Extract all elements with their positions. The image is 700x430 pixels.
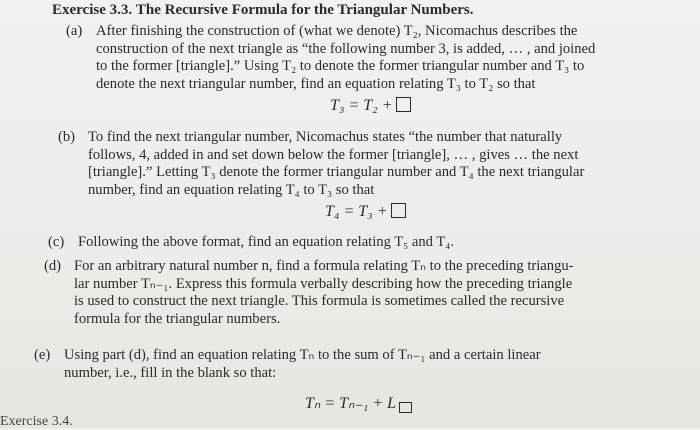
part-b-label: (b)	[58, 129, 76, 145]
part-e-equation	[305, 393, 412, 413]
part-d-line-3: is used to construct the next triangle. This formula is sometimes called the recursive	[74, 293, 565, 310]
part-a-line-3: to the former [triangle].” Using T₂ to denote the former triangular number and T₃ to	[96, 58, 585, 75]
part-a-equation-text: T₃ = T₂ +	[330, 97, 393, 114]
part-e-label: (e)	[34, 347, 51, 363]
answer-blank-box[interactable]	[396, 97, 411, 112]
part-a-line-2: construction of the next triangle as “the following number 3, is added, … , and joined	[96, 40, 596, 57]
part-b-equation-text: T₄ = T₃ +	[325, 203, 388, 220]
part-d	[44, 258, 690, 328]
exercise-title: The Recursive Formula for the Triangular Numbers.	[135, 2, 474, 18]
part-d-line-1: For an arbitrary natural number n, find a formula relating Tₙ to the preceding triangu-	[74, 258, 574, 274]
part-a	[66, 23, 696, 93]
part-b-line-4: number, find an equation relating T₄ to T₃ so that	[88, 181, 375, 198]
part-d-label: (d)	[44, 258, 62, 274]
part-e	[34, 347, 694, 382]
part-a-line-4: denote the next triangular number, find an equation relating T₃ to T₂ so that	[96, 75, 536, 92]
part-b-line-1: To find the next triangular number, Nicomachus states “the number that naturally	[88, 129, 563, 145]
part-a-label: (a)	[66, 23, 83, 39]
answer-blank-box[interactable]	[399, 402, 412, 413]
exercise-heading	[52, 2, 474, 19]
part-b-line-3: [triangle].” Letting T₃ denote the former triangular number and T₄ the next triangular	[88, 164, 585, 181]
part-b-equation	[325, 203, 406, 221]
part-b	[58, 129, 688, 199]
part-d-line-4: formula for the triangular numbers.	[74, 310, 281, 327]
part-c	[48, 234, 688, 252]
part-a-equation	[330, 97, 411, 115]
part-e-line-1: Using part (d), find an equation relating Tₙ to the sum of Tₙ₋₁ and a certain linear	[64, 347, 541, 363]
part-a-line-1: After finishing the construction of (what we denote) T₂, Nicomachus describes the	[96, 23, 578, 39]
part-c-label: (c)	[48, 234, 65, 250]
exercise-label: Exercise 3.3.	[52, 2, 133, 18]
part-e-equation-text: Tₙ = Tₙ₋₁ + L	[305, 395, 397, 412]
next-exercise-cut-off: Exercise 3.4.	[0, 414, 73, 429]
part-b-line-2: follows, 4, added in and set down below the former [triangle], … , gives … the next	[88, 146, 579, 163]
part-e-line-2: number, i.e., fill in the blank so that:	[64, 364, 277, 381]
part-d-line-2: lar number Tₙ₋₁. Express this formula verbally describing how the preceding triangle	[74, 275, 573, 292]
part-c-line-1: Following the above format, find an equation relating T₅ and T₄.	[78, 234, 455, 250]
answer-blank-box[interactable]	[391, 203, 406, 218]
